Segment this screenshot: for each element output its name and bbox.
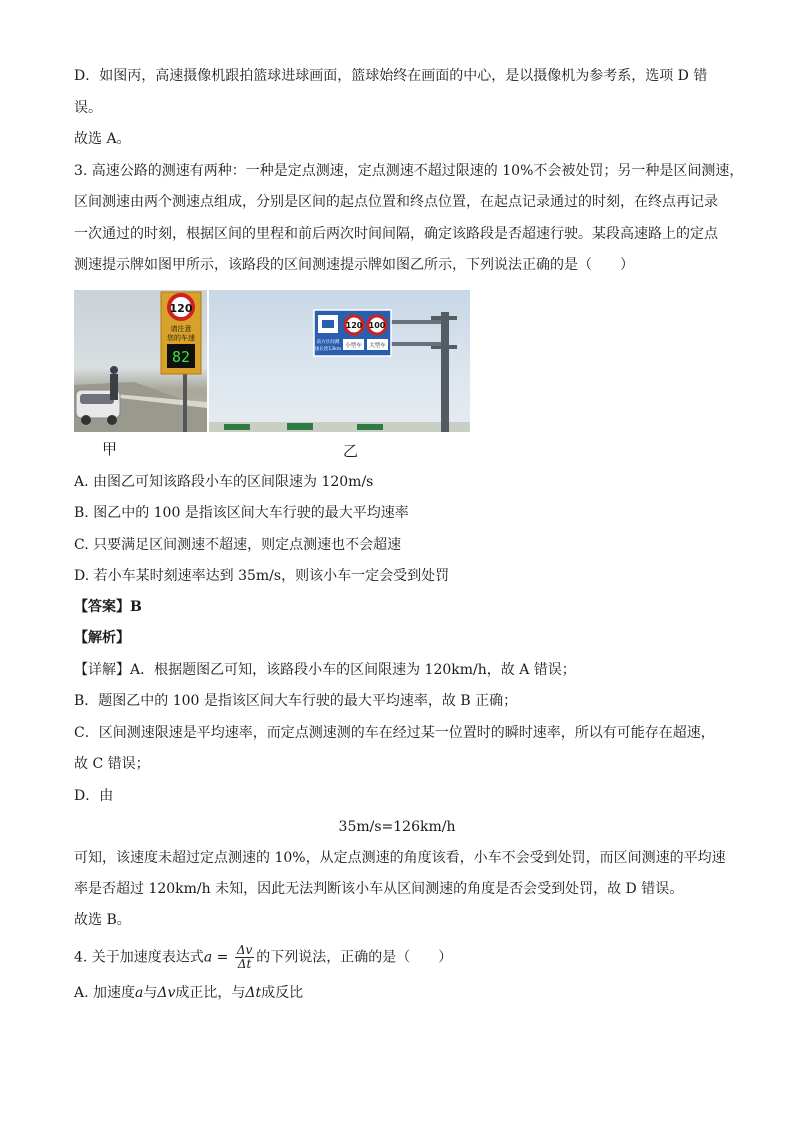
sign-jia-text2: 您的车速 bbox=[167, 334, 195, 342]
q4-fraction bbox=[235, 944, 254, 971]
detail-line: C．区间测速限速是平均速率，而定点测速测的车在经过某一位置时的瞬时速率，所以有可能存在超速， bbox=[74, 725, 715, 741]
q4a-mid: 与 bbox=[143, 985, 158, 1001]
detail-line: 【详解】A．根据题图乙可知，该路段小车的区间限速为 120km/h，故 A 错误； bbox=[74, 662, 576, 678]
option-d: D. 若小车某时刻速率达到 35m/s，则该小车一定会受到处罚 bbox=[74, 568, 450, 584]
option-b: B. 图乙中的 100 是指该区间大车行驶的最大平均速率 bbox=[74, 505, 409, 521]
sign-yi-text2: 速长度13km bbox=[314, 347, 342, 352]
question-4-text bbox=[74, 944, 724, 971]
q4-equals: = bbox=[212, 949, 233, 966]
photo-yi-drawing bbox=[209, 290, 470, 432]
option-a: A. 由图乙可知该路段小车的区间限速为 120m/s bbox=[74, 474, 374, 490]
question-3-text: 测速提示牌如图甲所示，该路段的区间测速提示牌如图乙所示，下列说法正确的是（ ） bbox=[74, 257, 634, 273]
q4a-prefix: A. 加速度 bbox=[74, 985, 136, 1001]
q4a-delta-t: Δt bbox=[245, 985, 262, 1001]
sign-jia-text1: 请注意 bbox=[170, 325, 192, 333]
question-3-text: 一次通过的时刻，根据区间的里程和前后两次时间间隔，确定该路段是否超速行驶。某段高速路上的定点 bbox=[74, 226, 718, 242]
figure-label-jia: 甲 bbox=[102, 440, 118, 458]
question-3-text: 区间测速由两个测速点组成，分别是区间的起点位置和终点位置，在起点记录通过的时刻，在终点再记录 bbox=[74, 194, 718, 210]
text-line: D．如图丙，高速摄像机跟拍篮球进球画面，篮球始终在画面的中心，是以摄像机为参考系，选项 D 错 bbox=[74, 68, 708, 84]
speed-sign-figure bbox=[74, 290, 470, 432]
photo-yi bbox=[209, 290, 470, 432]
sign-jia-speed: 82 bbox=[171, 348, 191, 366]
sign-yi-limit-small: 120 bbox=[345, 321, 363, 330]
q4a-delta-v: Δv bbox=[157, 985, 176, 1001]
question-3-text: 3. 高速公路的测速有两种：一种是定点测速，定点测速不超过限速的 10%不会被处罚；另一种是区间测速， bbox=[74, 163, 744, 179]
q4-denominator: Δt bbox=[237, 957, 252, 971]
figure-label-yi: 乙 bbox=[343, 442, 359, 460]
q4a-mid2: 成正比，与 bbox=[175, 985, 246, 1001]
photo-jia bbox=[74, 290, 207, 432]
formula-line: 35m/s=126km/h bbox=[338, 819, 456, 835]
photo-jia-drawing bbox=[74, 290, 207, 432]
q4-prefix: 4. 关于加速度表达式 bbox=[74, 949, 204, 966]
sign-jia-limit: 120 bbox=[169, 302, 193, 315]
sign-yi-limit-large: 100 bbox=[368, 321, 386, 330]
question-4-option-a bbox=[74, 983, 724, 1003]
sign-yi-small-car: 小型车 bbox=[345, 343, 362, 349]
text-line: 误。 bbox=[74, 100, 102, 116]
q4-numerator: Δv bbox=[236, 943, 253, 957]
detail-line: 率是否超过 120km/h 未知，因此无法判断该小车从区间测速的角度是否会受到处罚，故 D 错误。 bbox=[74, 881, 684, 897]
detail-line: 故 C 错误； bbox=[74, 756, 150, 772]
sign-yi-text1: 前方区间测 bbox=[316, 340, 340, 345]
detail-line: D．由 bbox=[74, 788, 114, 804]
sign-yi-large-car: 大型车 bbox=[369, 343, 386, 349]
detail-line: 可知，该速度未超过定点测速的 10%，从定点测速的角度该看，小车不会受到处罚，而区间测速的平均速 bbox=[74, 850, 726, 866]
text-line: 故选 A。 bbox=[74, 131, 131, 147]
q4-var-a: a bbox=[203, 949, 213, 966]
q4-suffix: 的下列说法，正确的是（ ） bbox=[256, 949, 453, 966]
analysis-label: 【解析】 bbox=[74, 630, 130, 646]
detail-line: B．题图乙中的 100 是指该区间大车行驶的最大平均速率，故 B 正确； bbox=[74, 693, 518, 709]
detail-line: 故选 B。 bbox=[74, 912, 131, 928]
option-c: C. 只要满足区间测速不超速，则定点测速也不会超速 bbox=[74, 537, 402, 553]
q4a-var-a: a bbox=[135, 985, 144, 1001]
q4a-suffix: 成反比 bbox=[261, 985, 304, 1001]
answer-label: 【答案】B bbox=[74, 599, 142, 615]
